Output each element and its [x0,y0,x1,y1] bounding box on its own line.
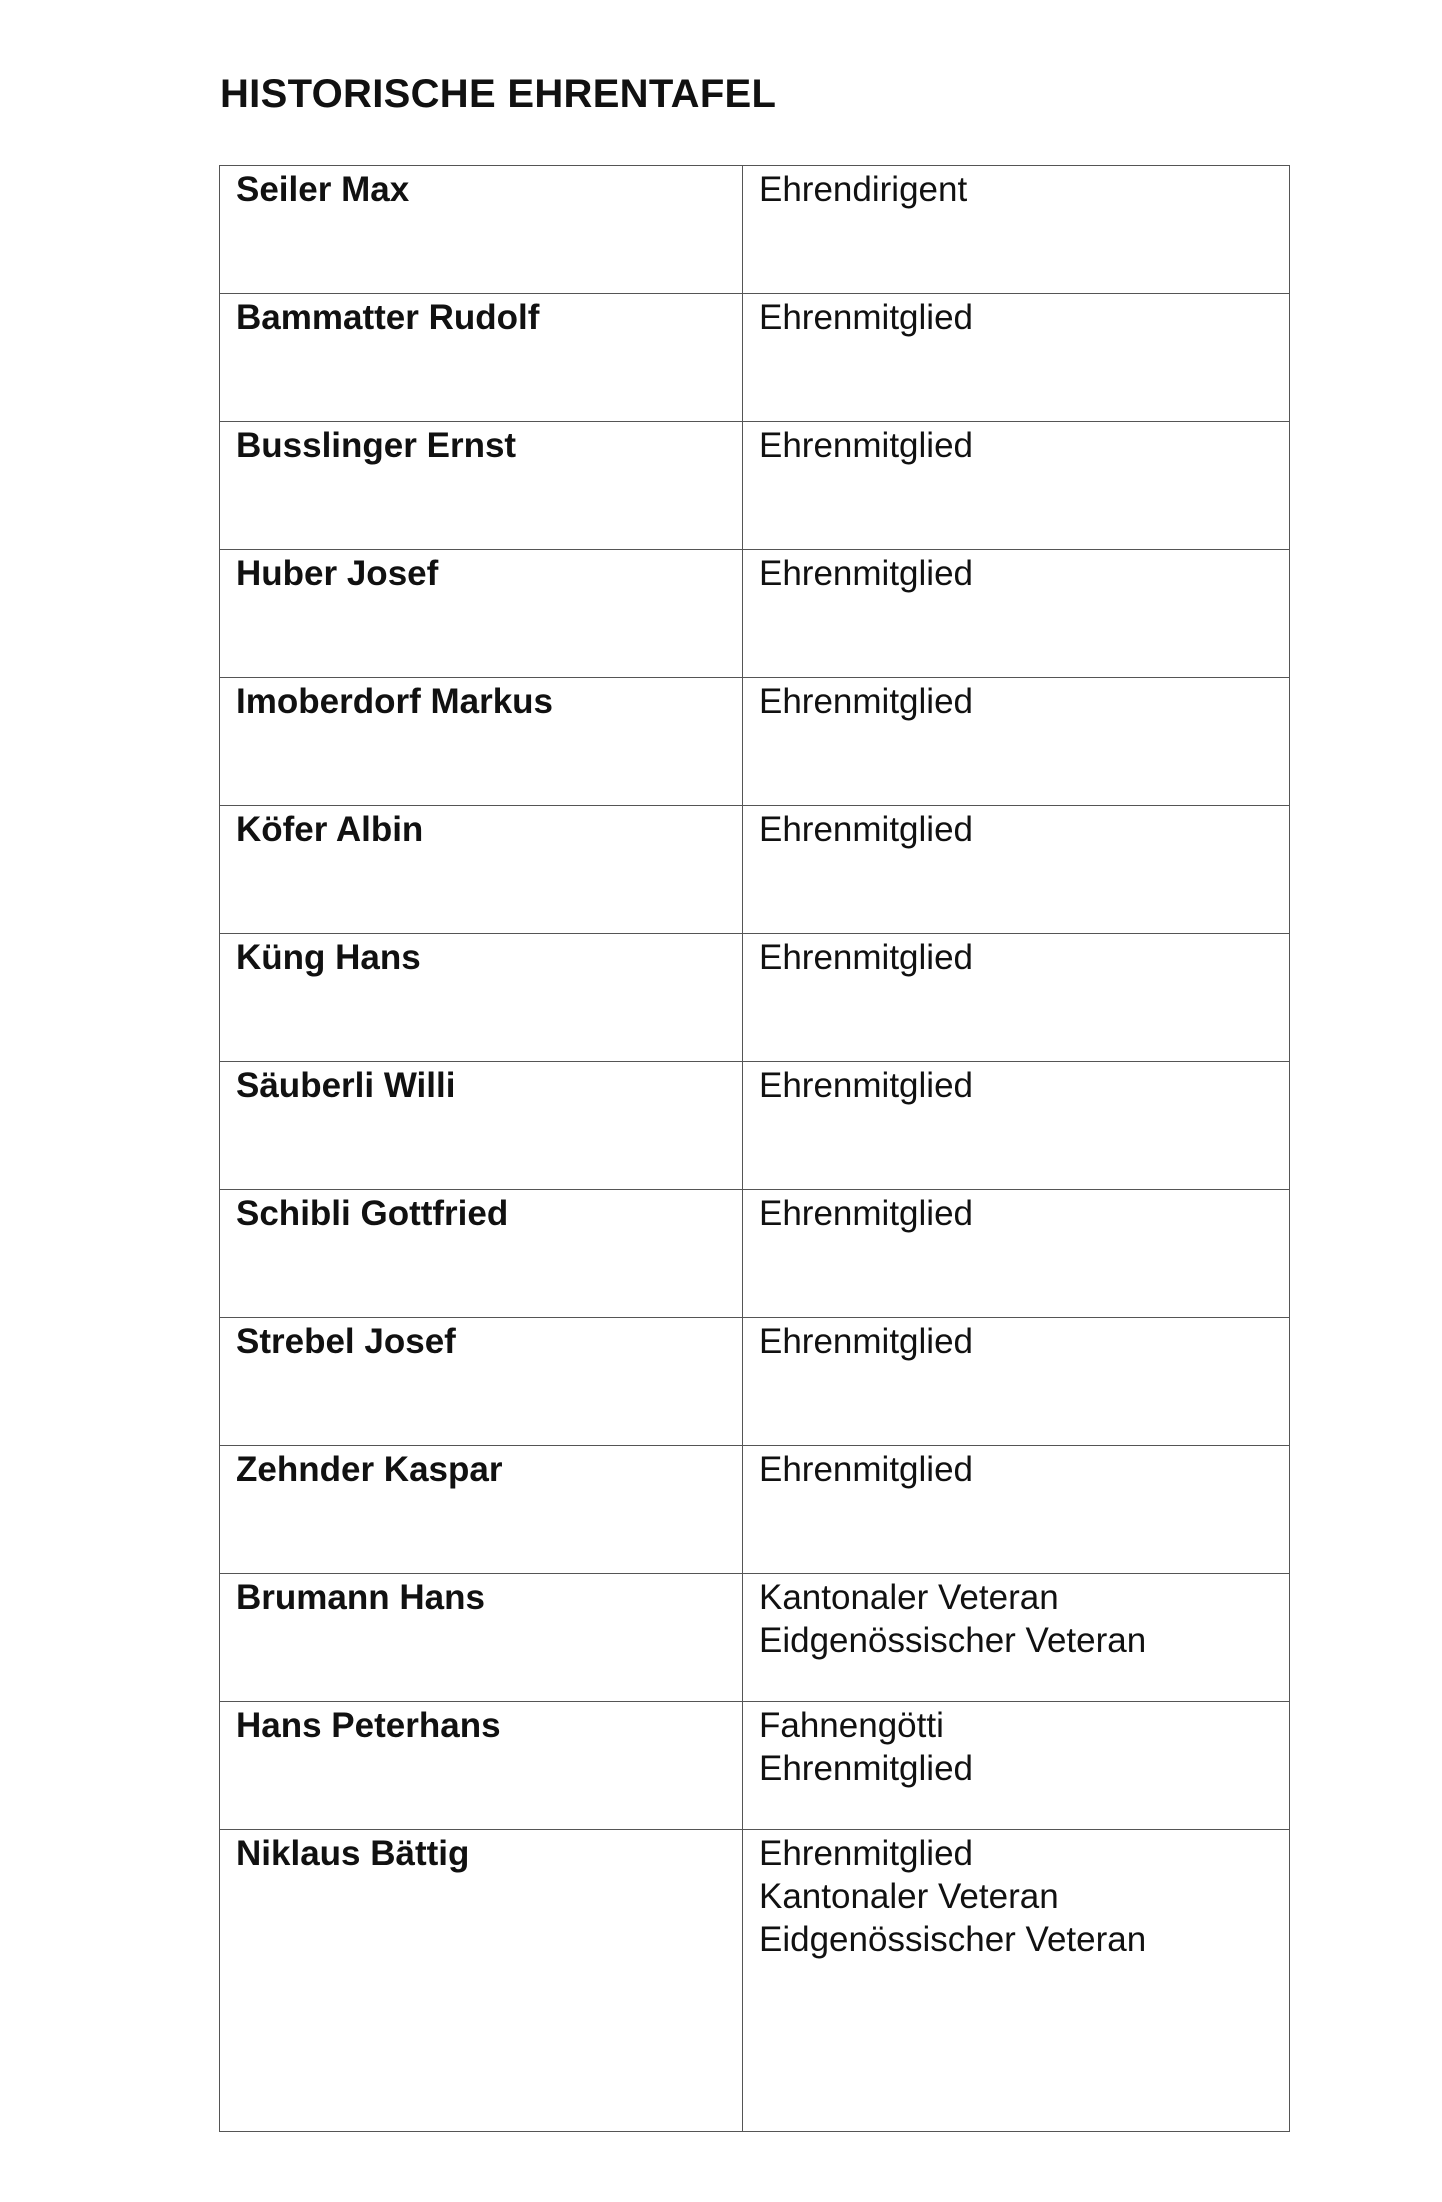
name-cell: Küng Hans [220,934,743,1062]
name-cell: Brumann Hans [220,1574,743,1702]
title-line: Ehrenmitglied [759,810,973,849]
title-line: Kantonaler Veteran [759,1877,1059,1916]
table-row [220,1702,1290,1830]
name-cell: Hans Peterhans [220,1702,743,1830]
table-row [220,1830,1290,2132]
name-cell: Strebel Josef [220,1318,743,1446]
table-row [220,550,1290,678]
title-cell [743,806,1290,934]
title-cell [743,166,1290,294]
table-row [220,1446,1290,1574]
title-line: Ehrenmitglied [759,938,973,977]
title-line: Ehrenmitglied [759,1834,973,1873]
title-line: Ehrenmitglied [759,1194,973,1233]
title-cell [743,422,1290,550]
name-cell: Niklaus Bättig [220,1830,743,2132]
title-line: Ehrenmitglied [759,682,973,721]
name-cell: Bammatter Rudolf [220,294,743,422]
title-cell [743,1830,1290,2132]
title-line: Kantonaler Veteran [759,1578,1059,1617]
page-title: HISTORISCHE EHRENTAFEL [220,72,777,116]
honor-table [219,165,1290,2132]
title-cell [743,934,1290,1062]
title-cell [743,678,1290,806]
name-cell: Zehnder Kaspar [220,1446,743,1574]
title-line: Fahnengötti [759,1706,944,1745]
title-line: Ehrenmitglied [759,1066,973,1105]
title-line: Ehrenmitglied [759,426,973,465]
table-row [220,294,1290,422]
name-cell: Imoberdorf Markus [220,678,743,806]
table-row [220,1062,1290,1190]
title-cell [743,550,1290,678]
title-cell [743,1062,1290,1190]
title-line: Ehrenmitglied [759,1322,973,1361]
title-cell [743,1318,1290,1446]
title-line: Ehrenmitglied [759,1450,973,1489]
title-line: Ehrenmitglied [759,1749,973,1788]
table-row [220,166,1290,294]
table-row [220,1318,1290,1446]
name-cell: Schibli Gottfried [220,1190,743,1318]
table-row [220,422,1290,550]
table-row [220,678,1290,806]
title-line: Ehrenmitglied [759,554,973,593]
title-cell [743,294,1290,422]
title-line: Ehrenmitglied [759,298,973,337]
name-cell: Huber Josef [220,550,743,678]
table-row [220,1190,1290,1318]
title-line: Eidgenössischer Veteran [759,1621,1147,1660]
title-cell [743,1702,1290,1830]
name-cell: Busslinger Ernst [220,422,743,550]
table-row [220,1574,1290,1702]
name-cell: Seiler Max [220,166,743,294]
title-cell [743,1190,1290,1318]
table-row [220,806,1290,934]
title-cell [743,1574,1290,1702]
title-line: Eidgenössischer Veteran [759,1920,1147,1959]
title-cell [743,1446,1290,1574]
name-cell: Säuberli Willi [220,1062,743,1190]
table-row [220,934,1290,1062]
title-line: Ehrendirigent [759,170,968,209]
name-cell: Köfer Albin [220,806,743,934]
